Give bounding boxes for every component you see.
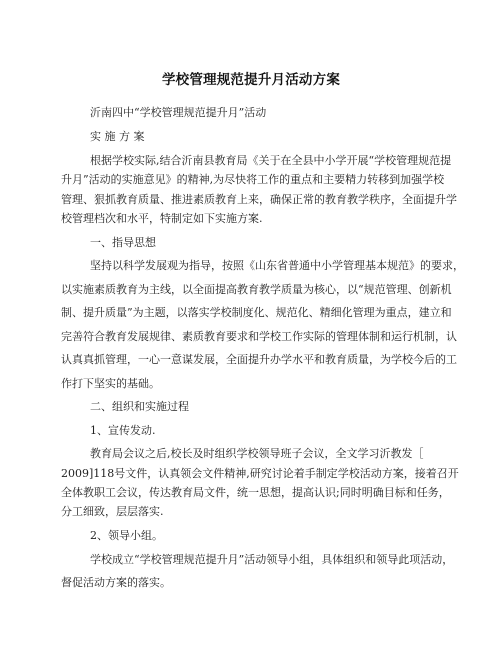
section-heading: 一、指导思想 (90, 236, 156, 249)
paragraph-line: 认真真抓管理，一心一意谋发展，全面提升办学水平和教育质量，为学校今后的工 (61, 353, 457, 366)
paragraph-line: 作打下坚实的基础。 (61, 377, 160, 390)
section-heading: 二、组织和实施过程 (90, 400, 189, 413)
paragraph-line: 学校成立“学校管理规范提升月”活动领导小组，具体组织和领导此项活动， (90, 553, 454, 566)
paragraph-line: 教育局会议之后,校长及时组织学校领导班子会议，全文学习沂教发［ (90, 447, 424, 460)
subsection-heading: 1、宣传发动. (90, 424, 156, 437)
document-title: 学校管理规范提升月活动方案 (161, 72, 341, 88)
paragraph-line: 完善符合教育发展规律、素质教育要求和学校工作实际的管理体制和运行机制，认 (61, 330, 457, 343)
paragraph-line: 以实施素质教育为主线，以全面提高教育教学质量为核心，以“规范管理、创新机 (61, 283, 452, 296)
paragraph-line: 2009]118号文件，认真领会文件精神,研究讨论着手制定学校活动方案，接着召开 (61, 467, 459, 480)
paragraph-line: 管理、狠抓教育质量、推进素质教育上来，确保正常的教育教学秩序，全面提升学 (61, 193, 457, 206)
subsection-heading: 2、领导小组。 (90, 529, 163, 542)
paragraph-line: 督促活动方案的落实。 (61, 576, 171, 589)
paragraph-line: 坚持以科学发展观为指导，按照《山东省普通中小学管理基本规范》的要求， (90, 259, 464, 272)
paragraph-line: 根据学校实际,结合沂南县教育局《关于在全县中小学开展“学校管理规范提 (90, 154, 452, 167)
paragraph-line: 校管理档次和水平，特制定如下实施方案. (61, 212, 263, 225)
paragraph-line: 升月”活动的实施意见》的精神,为尽快将工作的重点和主要精力转移到加强学校 (61, 173, 445, 186)
paragraph-line: 制、提升质量”为主题，以落实学校制度化、规范化、精细化管理为重点，建立和 (61, 306, 452, 319)
paragraph-line: 分工细致，层层落实. (61, 505, 164, 518)
paragraph-line: 全体教职工会议，传达教育局文件，统一思想，提高认识;同时明确目标和任务， (61, 486, 450, 499)
paragraph-line: 实 施 方 案 (90, 130, 145, 143)
paragraph-line: 沂南四中“学校管理规范提升月”活动 (90, 106, 267, 119)
